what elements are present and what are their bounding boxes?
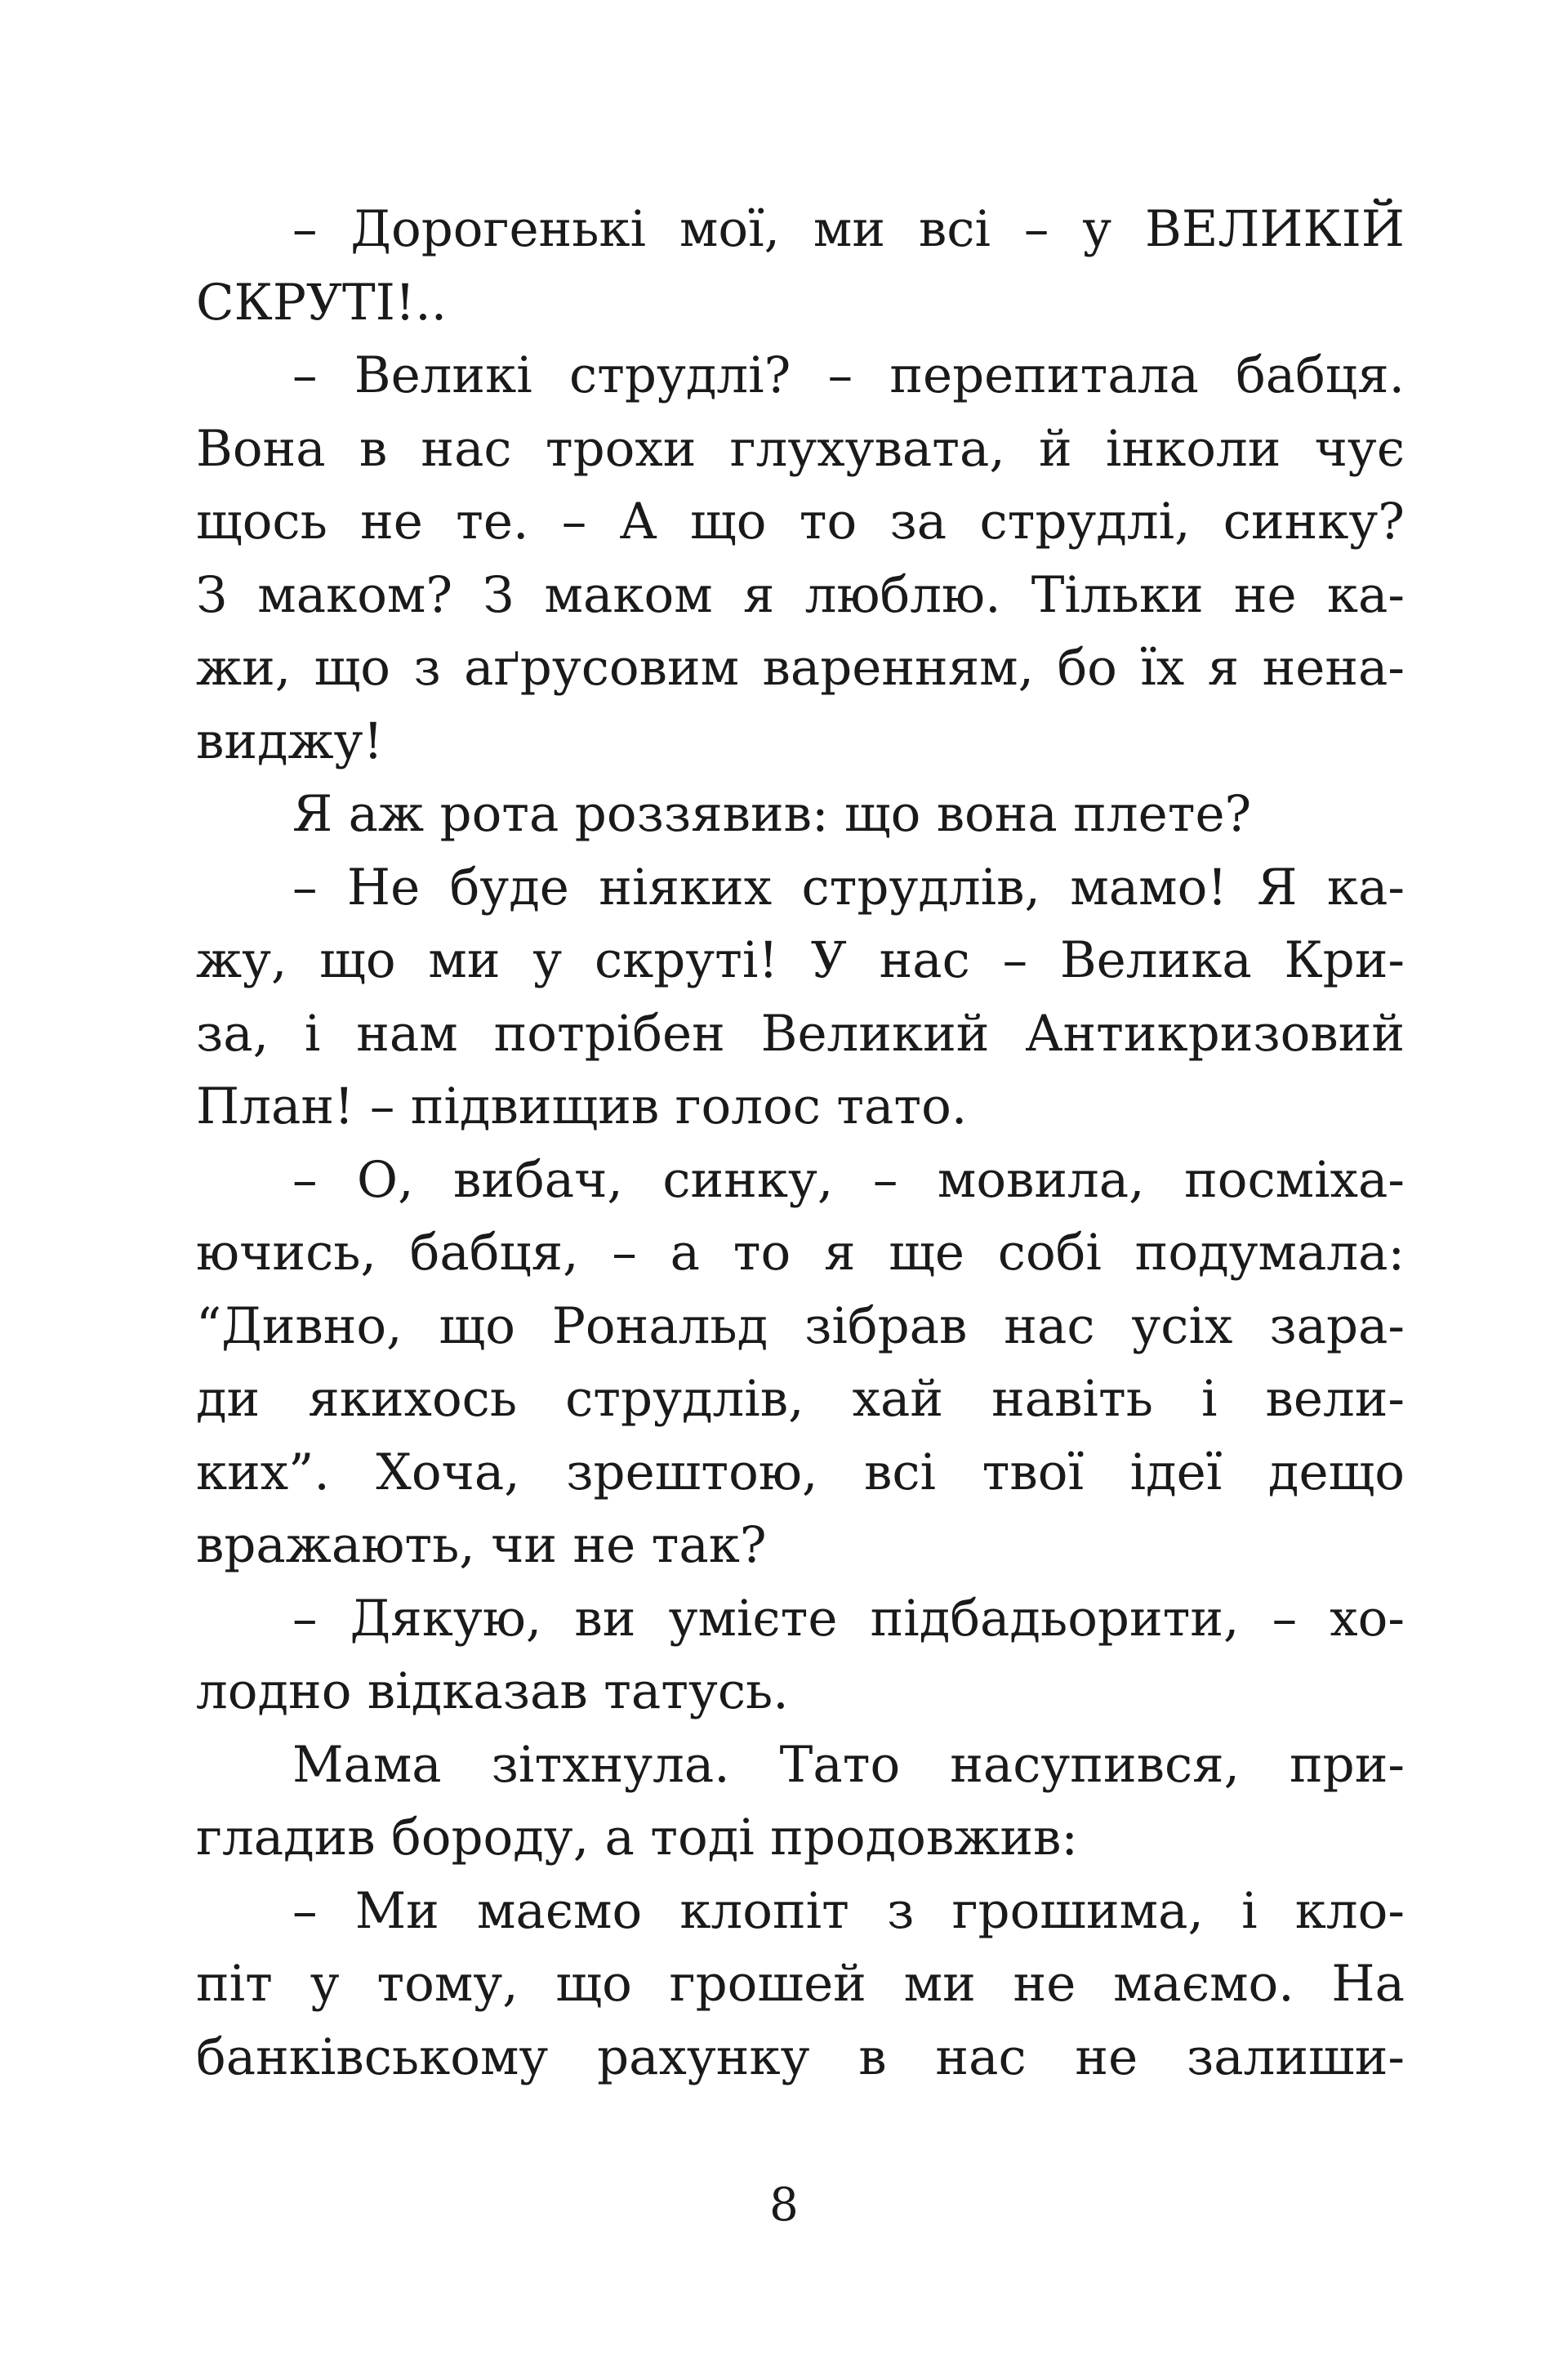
text-line: – Дорогенькі мої, ми всі – у ВЕЛИКІЙ bbox=[292, 200, 1405, 258]
text-line: Мама зітхнула. Тато насупився, при- bbox=[292, 1735, 1405, 1794]
text-line: ючись, бабця, – а то я ще собі подумала: bbox=[196, 1224, 1405, 1282]
text-line: ких”. Хоча, зрештою, всі твої ідеї дещо bbox=[196, 1443, 1405, 1501]
text-line: гладив бороду, а тоді продовжив: bbox=[196, 1809, 1078, 1867]
text-line: вражають, чи не так? bbox=[196, 1516, 767, 1574]
text-line: – Не буде ніяких струдлів, мамо! Я ка- bbox=[292, 858, 1405, 917]
text-line: – Дякую, ви умієте підбадьорити, – хо- bbox=[292, 1589, 1405, 1648]
text-line: ди якихось струдлів, хай навіть і вели- bbox=[196, 1370, 1405, 1428]
text-line: жу, що ми у скруті! У нас – Велика Кри- bbox=[196, 931, 1405, 989]
text-line: Вона в нас трохи глухувата, й інколи чує bbox=[196, 419, 1405, 478]
text-line: – Ми маємо клопіт з грошима, і кло- bbox=[292, 1881, 1405, 1940]
text-line: План! – підвищив голос тато. bbox=[196, 1077, 968, 1135]
text-line: банківському рахунку в нас не залиши- bbox=[196, 2027, 1405, 2086]
text-line: СКРУТІ!.. bbox=[196, 273, 448, 332]
text-line: лодно відказав татусь. bbox=[196, 1662, 789, 1720]
text-line: виджу! bbox=[196, 711, 384, 770]
text-line: за, і нам потрібен Великий Антикризовий bbox=[196, 1004, 1405, 1063]
text-line: З маком? З маком я люблю. Тільки не ка- bbox=[196, 565, 1405, 624]
body-text bbox=[196, 193, 1405, 2094]
text-line: “Дивно, що Рональд зібрав нас усіх зара- bbox=[196, 1296, 1405, 1355]
text-line: щось не те. – А що то за струдлі, синку? bbox=[196, 493, 1405, 551]
text-line: жи, що з аґрусовим варенням, бо їх я нена- bbox=[196, 639, 1405, 697]
text-line: – О, вибач, синку, – мовила, посміха- bbox=[292, 1150, 1405, 1209]
text-line: Я аж рота роззявив: що вона плете? bbox=[292, 785, 1252, 843]
text-line: – Великі струдлі? – перепитала бабця. bbox=[292, 346, 1405, 404]
page-number: 8 bbox=[769, 2179, 799, 2232]
text-line: піт у тому, що грошей ми не маємо. На bbox=[196, 1955, 1405, 2013]
